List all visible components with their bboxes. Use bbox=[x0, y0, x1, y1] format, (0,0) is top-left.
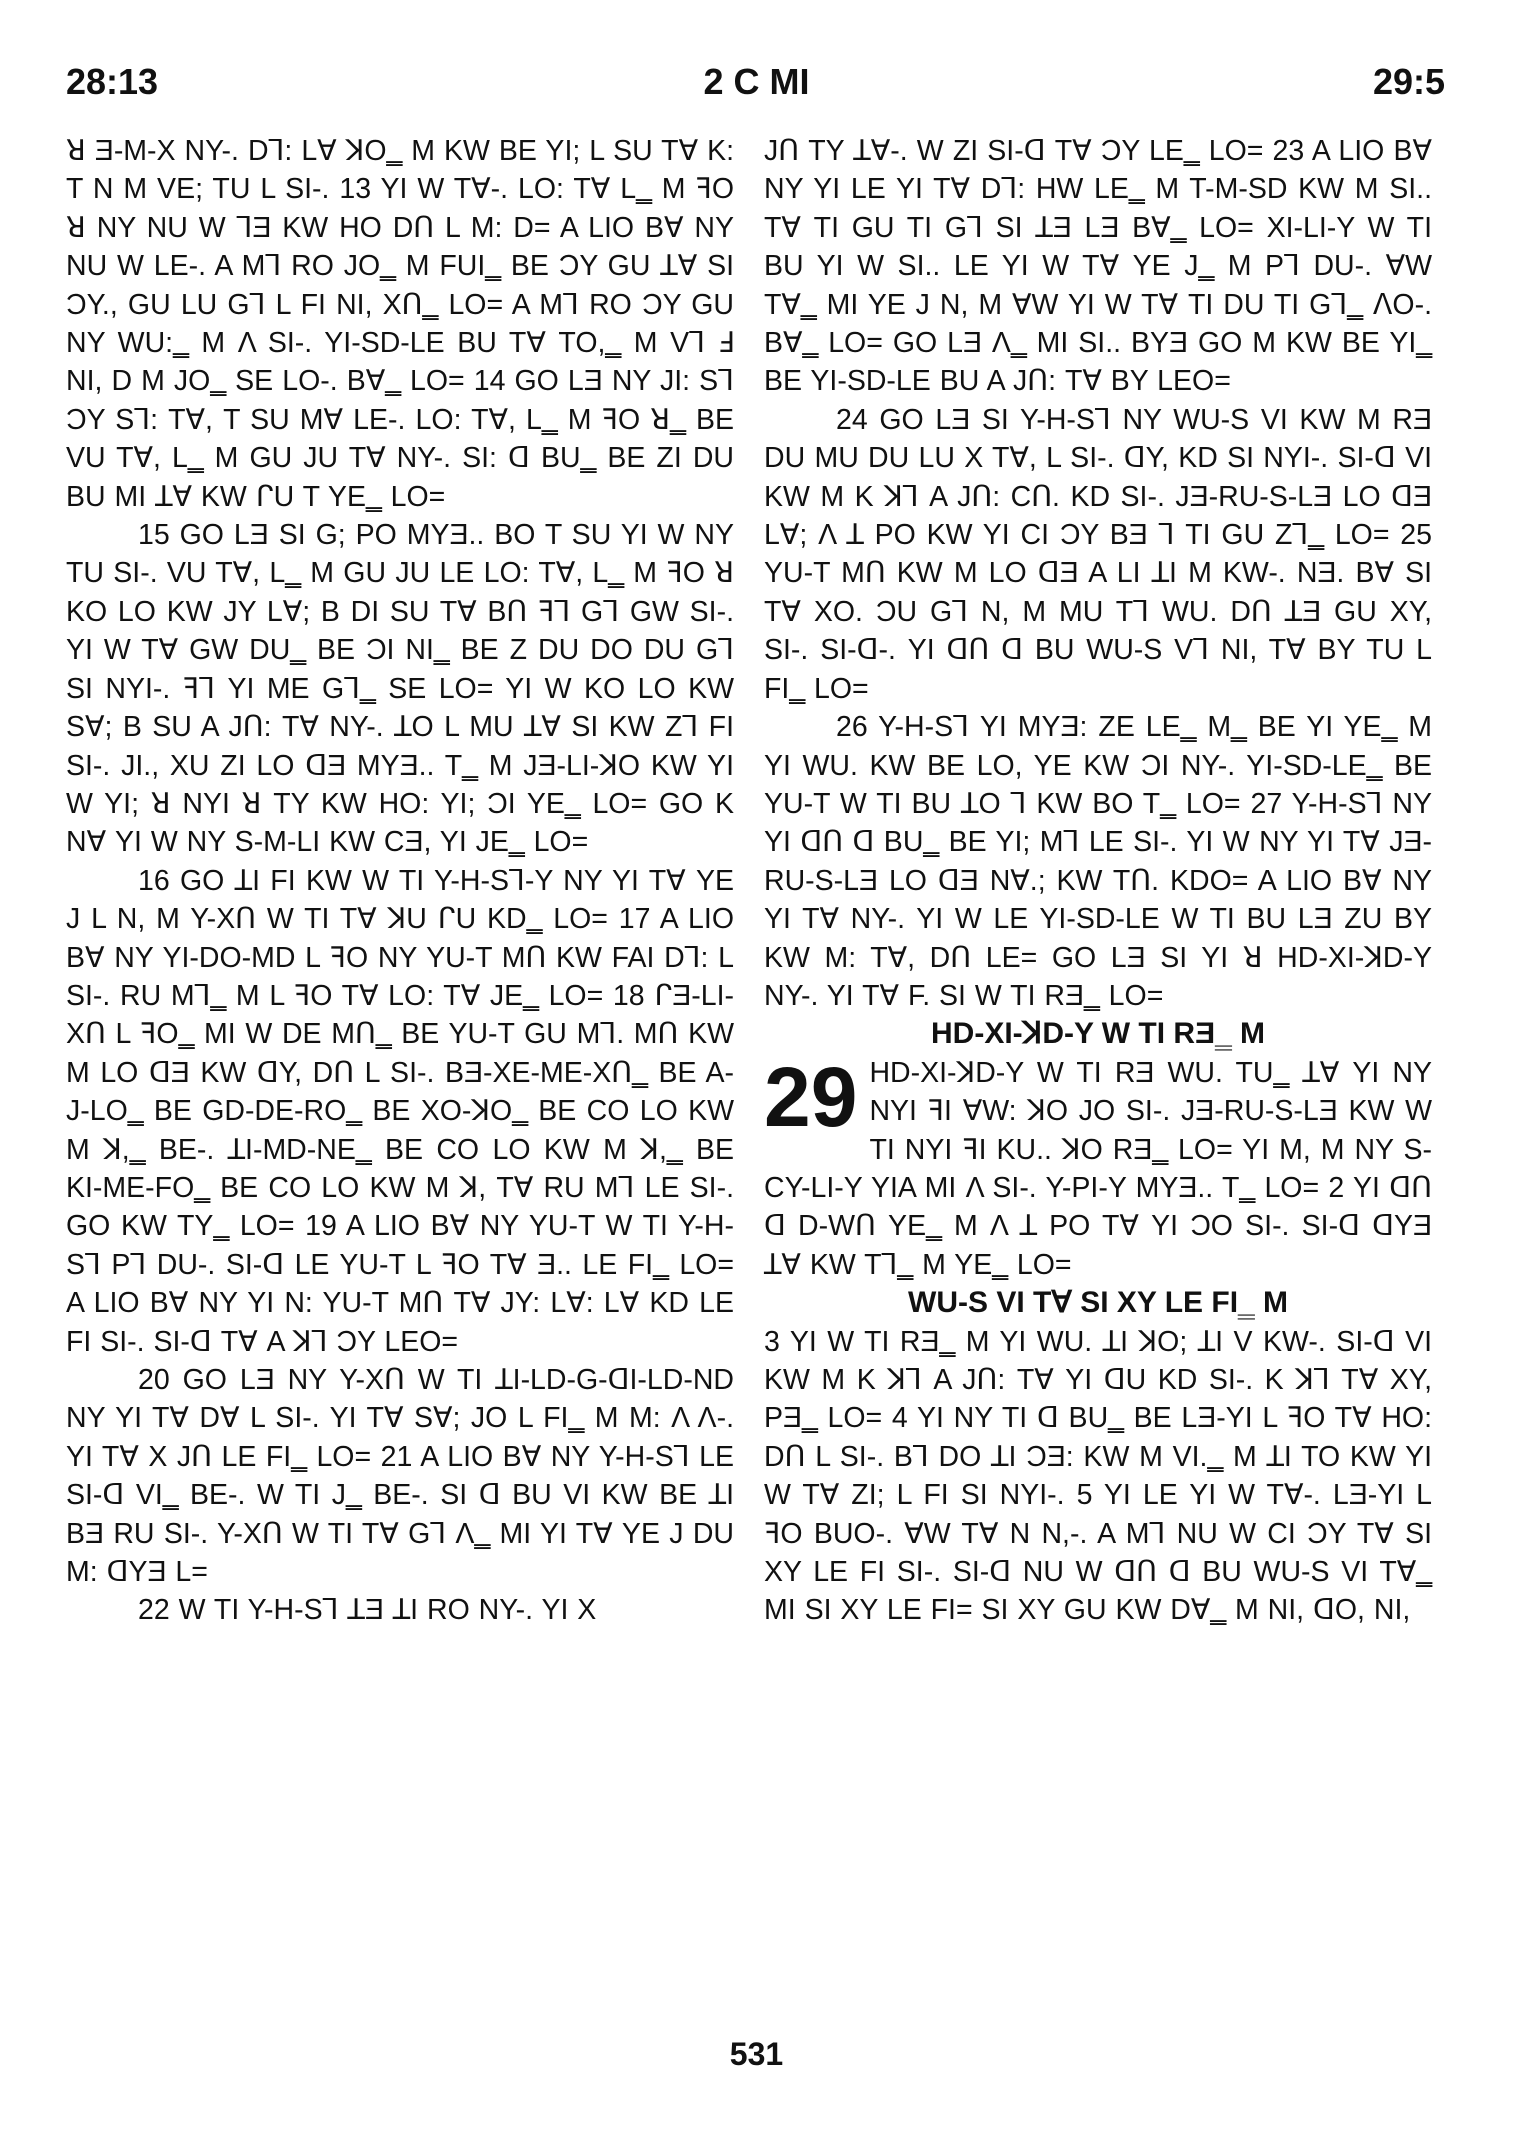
chapter-opening bbox=[764, 1049, 1432, 1284]
paragraph: 22 W TI Y-H-Sꓶ ꓕƎ ꓕI RO NY-. YI X bbox=[138, 1594, 597, 1627]
running-head-book-title: 2 C MI bbox=[703, 61, 810, 102]
section-heading: HD-XI-ꓘD-Y W TI RƎ‗ M bbox=[931, 1017, 1265, 1051]
paragraph: 26 Y-H-Sꓶ YI MYƎ: ZE LE‗ M‗ BE YI YE‗ M YI WU. KW BE LO, YE KW ƆI NY-. YI-SD-LE‗ BE YU-T W TI BU ꓕO ꓶ KW BO T‗ LO= 27 Y-H-Sꓶ NY YI ꓷꓵ ꓷ BU‗ BE YI; Mꓶ LE SI-. YI W NY YI Tꓯ JƎ-RU-S-LƎ LO ꓷƎ Nꓯ.; KW Tꓵ. KDO= A LIO Bꓯ NY YI Tꓯ NY-. YI W LE YI-SD-LE W TI BU LƎ ZU BY KW M: Tꓯ, Dꓵ LE= GO LƎ SI YI ꓤ HD-XI-ꓘD-Y NY-. YI Tꓯ F. SI W TI RƎ‗ LO= bbox=[764, 711, 1432, 1012]
paragraph: 16 GO ꓕI FI KW W TI Y-H-Sꓶ-Y NY YI Tꓯ YE J L N, M Y-Xꓵ W TI Tꓯ ꓘU ᒋU KD‗ LO= 17 A LIO Bꓯ NY YI-DO-MD L ꟻO NY YU-T Mꓵ KW FAI Dꓶ: L SI-. RU Mꓶ‗ M L ꟻO Tꓯ LO: Tꓯ JE‗ LO= 18 ᒋƎ-LI-Xꓵ L ꟻO‗ MI W DE Mꓵ‗ BE YU-T GU Mꓶ. Mꓵ KW M LO ꓷƎ KW ꓷY, Dꓵ L SI-. BƎ-XE-ME-Xꓵ‗ BE A-J-LO‗ BE GD-DE-RO‗ BE XO-ꓘO‗ BE CO LO KW M ꓘ,‗ BE-. ꓕI-MD-NE‗ BE CO LO KW M ꓘ,‗ BE KI-ME-FO‗ BE CO LO KW M ꓘ, Tꓯ RU Mꓶ LE SI-. GO KW TY‗ LO= 19 A LIO Bꓯ NY YU-T W TI Y-H-Sꓶ Pꓶ DU-. SI-ꓷ LE YU-T L ꟻO Tꓯ Ǝ.. LE FI‗ LO= A LIO Bꓯ NY YI N: YU-T Mꓵ Tꓯ JY: Lꓯ: Lꓯ KD LE FI SI-. SI-ꓷ Tꓯ A ꓘꓶ ƆY LEO= bbox=[66, 864, 734, 1358]
paragraph: Jꓵ TY ꓕꓯ-. W ZI SI-ꓷ Tꓯ ƆY LE‗ LO= 23 A LIO Bꓯ NY YI LE YI Tꓯ Dꓶ: HW LE‗ M T-M-SD KW M SI.. Tꓯ TI GU TI Gꓶ SI ꓕƎ LƎ Bꓯ‗ LO= XI-LI-Y W TI BU YI W SI.. LE YI W Tꓯ YE J‗ M Pꓶ DU-. ꓯW Tꓯ‗ MI YE J N, M ꓯW YI W Tꓯ TI DU TI Gꓶ‗ ꓥO-. Bꓯ‗ LO= GO LƎ Λ‗ MI SI.. BYƎ GO M KW BE YI‗ BE YI-SD-LE BU A Jꓵ: Tꓯ BY LEO= bbox=[764, 135, 1432, 398]
chapter-number: 29 bbox=[764, 1049, 858, 1144]
paragraph: HD-XI-ꓘD-Y W TI RƎ WU. TU‗ ꓕꓯ YI NY NYI ꟻI ꓯW: ꓘO JO SI-. JƎ-RU-S-LƎ KW W TI NYI ꟻI KU.. ꓘO RƎ‗ LO= YI M, M NY S-CY-LI-Y YIA MI Λ SI-. Y-PI-Y MYƎ.. T‗ LO= 2 YI ꓷꓵ ꓷ D-Wꓵ YE‗ M Λ ꓕ PO Tꓯ YI ƆO SI-. SI-ꓷ ꓷYƎ ꓕꓯ KW Tꓶ‗ M YE‗ LO= bbox=[764, 1056, 1432, 1281]
paragraph: 20 GO LƎ NY Y-Xꓵ W TI ꓕI-LD-G-ꓷI-LD-ND NY YI Tꓯ Dꓯ L SI-. YI Tꓯ Sꓯ; JO L FI‗ M M: Λ Λ-. YI Tꓯ X Jꓵ LE FI‗ LO= 21 A LIO Bꓯ NY Y-H-Sꓶ LE SI-ꓷ VI‗ BE-. W TI J‗ BE-. SI ꓷ BU VI KW BE ꓕI BƎ RU SI-. Y-Xꓵ W TI Tꓯ Gꓶ Λ‗ MI YI Tꓯ YE J DU M: ꓷYƎ L= bbox=[66, 1364, 734, 1589]
left-text-column bbox=[66, 132, 734, 1630]
right-text-column bbox=[764, 132, 1432, 1630]
paragraph: 3 YI W TI RƎ‗ M YI WU. ꓕI ꓘO; ꓕI V KW-. SI-ꓷ VI KW M K ꓘꓶ A Jꓵ: Tꓯ YI ꓷU KD SI-. K ꓘꓶ Tꓯ XY, PƎ‗ LO= 4 YI NY TI ꓷ BU‗ BE LƎ-YI L ꟻO Tꓯ HO: Dꓵ L SI-. Bꓶ DO ꓕI ƆƎ: KW M VI.‗ M ꓕI TO KW YI W Tꓯ ZI; L FI SI NYI-. 5 YI LE YI W Tꓯ-. LƎ-YI L ꟻO BUO-. ꓯW Tꓯ N N,-. A Mꓶ NU W CI ƆY Tꓯ SI XY LE FI SI-. SI-ꓷ NU W ꓷꓵ ꓷ BU WU-S VI Tꓯ‗ MI SI XY LE FI= SI XY GU KW Dꓯ‗ M NI, ꓷO, NI, bbox=[764, 1325, 1432, 1627]
paragraph: ꓤ Ǝ-M-X NY-. Dꓶ: Lꓯ ꓘO‗ M KW BE YI; L SU Tꓯ K: T N M VE; TU L SI-. 13 YI W Tꓯ-. LO: Tꓯ L‗ M ꟻO ꓤ NY NU W ꓶƎ KW HO Dꓵ L M: D= A LIO Bꓯ NY NU W LE-. A Mꓶ RO JO‗ M FUI‗ BE ƆY GU ꓕꓯ SI ƆY., GU LU Gꓶ L FI NI, Xꓵ‗ LO= A Mꓶ RO ƆY GU NY WU:‗ M Λ SI-. YI-SD-LE BU Tꓯ TO,‗ M Vꓶ Ⅎ NI, D M JO‗ SE LO-. Bꓯ‗ LO= 14 GO LƎ NY JI: Sꓶ ƆY Sꓶ: Tꓯ, T SU Mꓯ LE-. LO: Tꓯ, L‗ M ꟻO ꓤ‗ BE VU Tꓯ, L‗ M GU JU Tꓯ NY-. SI: ꓷ BU‗ BE ZI DU BU MI ꓕꓯ KW ᒋU T YE‗ LO= bbox=[66, 135, 734, 513]
paragraph: 15 GO LƎ SI G; PO MYƎ.. BO T SU YI W NY TU SI-. VU Tꓯ, L‗ M GU JU LE LO: Tꓯ, L‗ M ꟻO ꓤ KO LO KW JY Lꓯ; B DI SU Tꓯ Bꓵ ꟻꓶ Gꓶ GW SI-. YI W Tꓯ GW DU‗ BE ƆI NI‗ BE Z DU DO DU Gꓶ SI NYI-. ꟻꓶ YI ME Gꓶ‗ SE LO= YI W KO LO KW Sꓯ; B SU A Jꓵ: Tꓯ NY-. ꓕO L MU ꓕꓯ SI KW Zꓶ FI SI-. JI., XU ZI LO ꓷƎ MYƎ.. T‗ M JƎ-LI-ꓘO KW YI W YI; ꓤ NYI ꓤ TY KW HO: YI; ƆI YE‗ LO= GO K Nꓯ YI W NY S-M-LI KW CƎ, YI JE‗ LO= bbox=[66, 519, 734, 859]
running-head-left: 28:13 bbox=[66, 61, 159, 102]
paragraph: 24 GO LƎ SI Y-H-Sꓶ NY WU-S VI KW M RƎ DU MU DU LU X Tꓯ, L SI-. ꓷY, KD SI NYI-. SI-ꓷ VI KW M K ꓘꓶ A Jꓵ: Cꓵ. KD SI-. JƎ-RU-S-LƎ LO ꓷƎ Lꓯ; Λ ꓕ PO KW YI CI ƆY BƎ ꓶ TI GU Zꓶ‗ LO= 25 YU-T Mꓵ KW M LO ꓷƎ A LI ꓕI M KW-. NƎ. Bꓯ SI Tꓯ XO. ƆU Gꓶ N, M MU Tꓶ WU. Dꓵ ꓕƎ GU XY, SI-. SI-ꓷ-. YI ꓷꓵ ꓷ BU WU-S Vꓶ NI, Tꓯ BY TU L FI‗ LO= bbox=[764, 403, 1432, 705]
page-number: 531 bbox=[729, 2036, 784, 2072]
section-heading: WU-S VI Tꓯ SI XY LE FI‗ M bbox=[908, 1286, 1288, 1320]
running-head-right: 29:5 bbox=[1372, 61, 1445, 102]
